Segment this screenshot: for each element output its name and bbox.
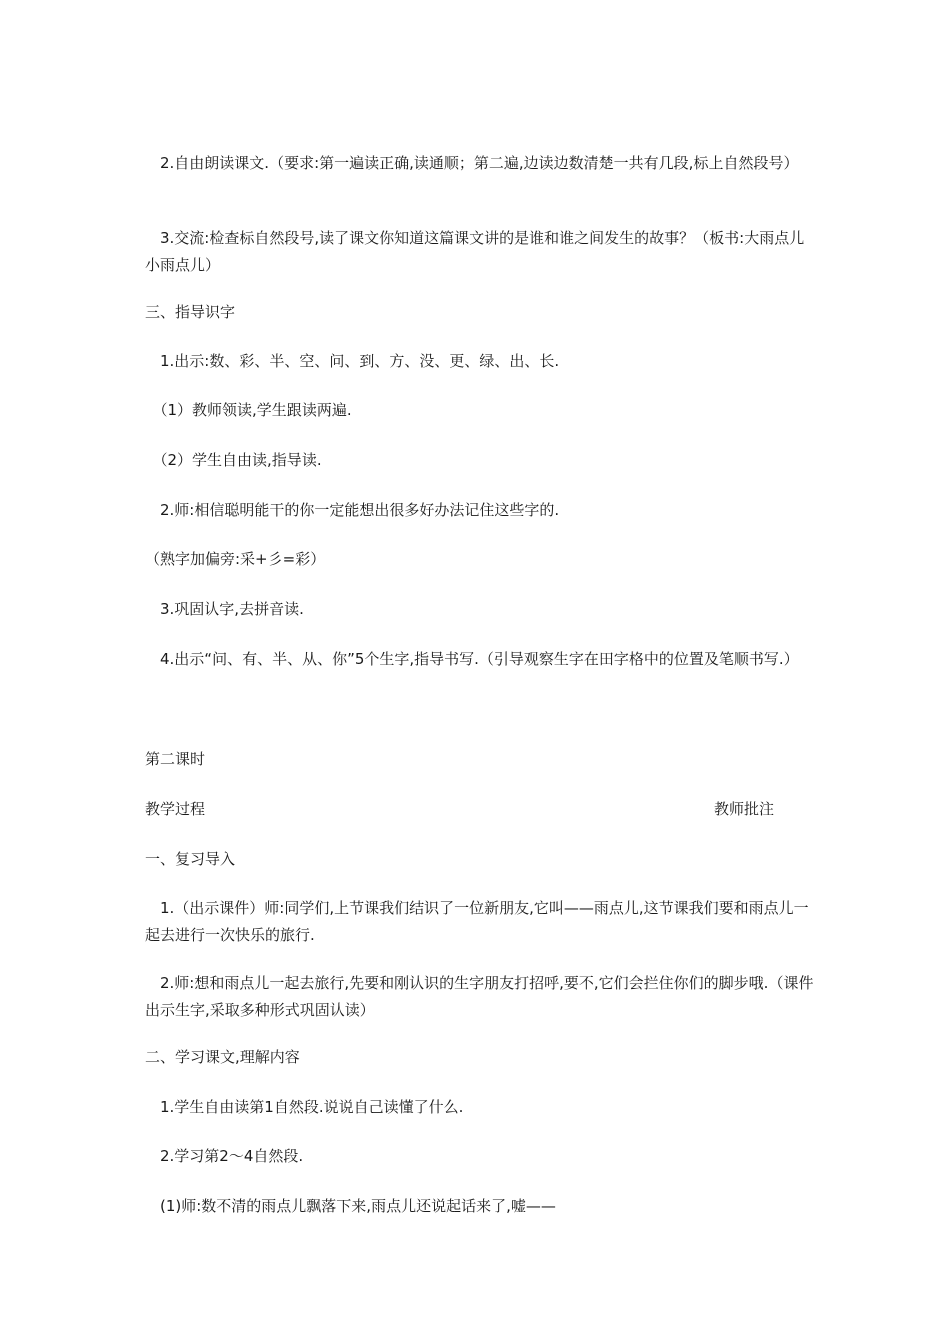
paragraph-first-section: 1.学生自由读第1自然段.说说自己读懂了什么. [145, 1098, 464, 1116]
paragraph-writing-guide: 4.出示“问、有、半、从、你”5个生字,指导书写.（引导观察生字在田字格中的位置及笔顺书写.） [145, 650, 799, 668]
paragraph-courseware-intro: 1.（出示课件）师:同学们,上节课我们结识了一位新朋友,它叫——雨点儿,这节课我们要和雨点儿一起去进行一次快乐的旅行. [145, 899, 809, 944]
section-heading-literacy: 三、指导识字 [145, 303, 236, 321]
teacher-note-label: 教师批注 [714, 800, 775, 818]
paragraph-read-aloud: 2.自由朗读课文.（要求:第一遍读正确,读通顺；第二遍,边读边数清楚一共有几段,标上自然段号） [145, 154, 799, 172]
section-heading-learn-text: 二、学习课文,理解内容 [145, 1048, 300, 1066]
paragraph-remember-method: 2.师:相信聪明能干的你一定能想出很多好办法记住这些字的. [145, 501, 560, 519]
paragraph-show-characters: 1.出示:数、彩、半、空、问、到、方、没、更、绿、出、长. [145, 352, 560, 370]
paragraph-greet-characters: 2.师:想和雨点儿一起去旅行,先要和刚认识的生字朋友打招呼,要不,它们会拦住你们的脚步哦.（课件出示生字,采取多种形式巩固认读） [145, 974, 814, 1019]
paragraph-sections-two-four: 2.学习第2～4自然段. [145, 1147, 304, 1165]
paragraph-radical-example: （熟字加偏旁:采+彡=彩） [145, 550, 326, 568]
paragraph-consolidate: 3.巩固认字,去拼音读. [145, 600, 304, 618]
section-heading-review: 一、复习导入 [145, 850, 236, 868]
paragraph-teacher-lead: （1）教师领读,学生跟读两遍. [145, 401, 352, 419]
paragraph-student-read: （2）学生自由读,指导读. [145, 451, 322, 469]
teaching-process-label: 教学过程 [145, 800, 206, 818]
paragraph-raindrops-speak: (1)师:数不清的雨点儿飘落下来,雨点儿还说起话来了,嘘—— [145, 1197, 556, 1215]
lesson-two-heading: 第二课时 [145, 750, 206, 768]
paragraph-exchange: 3.交流:检查标自然段号,读了课文你知道这篇课文讲的是谁和谁之间发生的故事？（板书:大雨点儿小雨点儿） [145, 229, 805, 274]
